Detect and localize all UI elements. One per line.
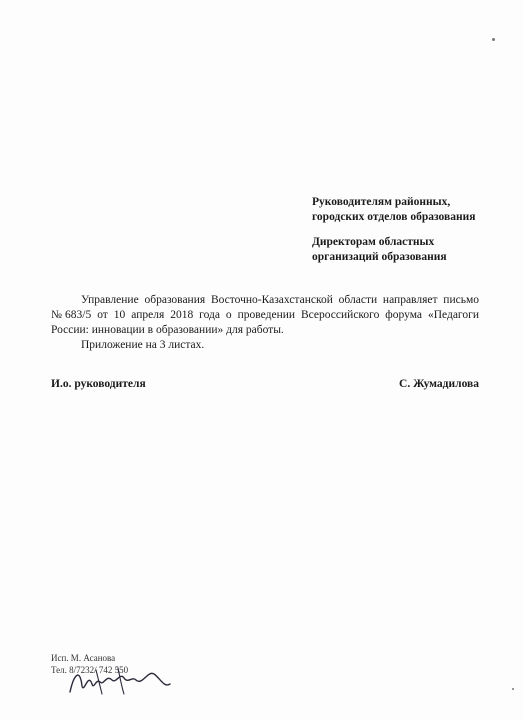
addressee-line: организаций образования — [312, 251, 447, 263]
attachment-note: Приложение на 3 листах. — [81, 339, 205, 351]
executor-name: Исп. М. Асанова — [51, 653, 116, 663]
addressee-line: Руководителям районных, — [312, 196, 451, 208]
position-title: И.о. руководителя — [51, 378, 146, 390]
body-paragraph: Управление образования Восточно-Казахстанской области направляет письмо №683/5 от 10 апреля 2018 года о проведении Всероссийского форума «Педагоги России: инновации в образовании» для работы. — [51, 294, 479, 336]
addressee-regional-directors — [312, 235, 475, 265]
handwritten-signature — [66, 664, 176, 698]
addressee-line: городских отделов образования — [312, 211, 476, 223]
signer-name: С. Жумадилова — [399, 378, 479, 390]
addressee-block — [312, 195, 475, 275]
letter-body — [51, 293, 479, 353]
executor-phone: Тел. 8/7232/ 742 550 — [51, 665, 129, 675]
signature-row — [51, 378, 479, 390]
scan-speck — [512, 688, 514, 690]
scan-speck — [492, 38, 495, 41]
addressee-line: Директорам областных — [312, 236, 435, 248]
addressee-district-heads — [312, 195, 475, 225]
